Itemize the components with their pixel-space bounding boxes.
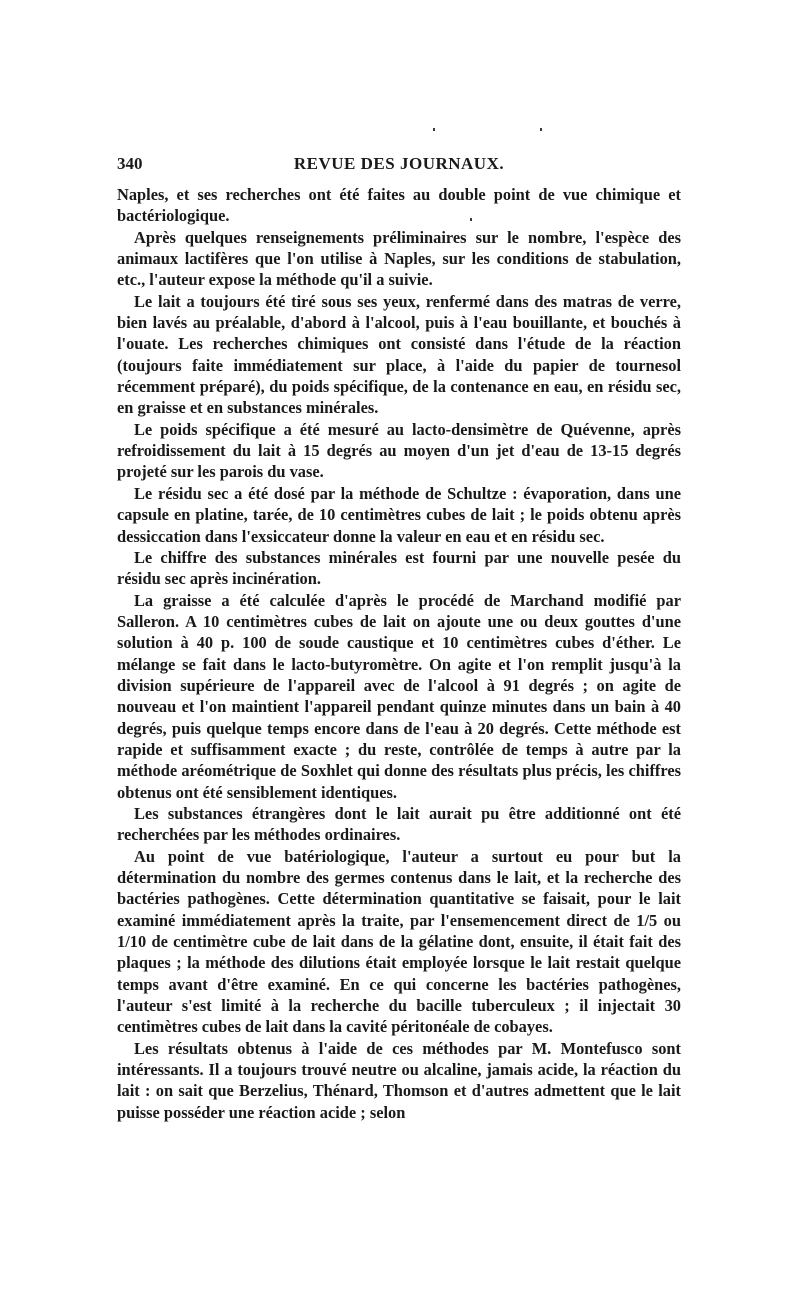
article-body: [117, 184, 681, 1123]
paragraph: Les résultats obtenus à l'aide de ces méthodes par M. Montefusco sont intéressants. Il a toujours trouvé neutre ou alcaline, jamais acide, la réaction du lait : on sait que Berzelius, Thénard, Thomson et d'autres admettent que le lait puisse posséder une réaction acide ; selon: [117, 1038, 681, 1122]
running-title: REVUE DES JOURNAUX.: [293, 154, 505, 173]
paragraph: Le résidu sec a été dosé par la méthode de Schultze : évaporation, dans une capsule en platine, tarée, de 10 centimètres cubes de lait ; le poids obtenu après dessiccation dans l'exsiccateur donne la valeur en eau et en résidu sec.: [117, 483, 681, 546]
paragraph: Le lait a toujours été tiré sous ses yeux, renfermé dans des matras de verre, bien lavés au préalable, d'abord à l'alcool, puis à l'eau bouillante, et bouchés à l'ouate. Les recherches chimiques ont consisté dans l'étude de la réaction (toujours faite immédiatement sur place, à l'aide du papier de tournesol récemment préparé), du poids spécifique, de la contenance en eau, en résidu sec, en graisse et en substances minérales.: [117, 291, 681, 418]
page-header: [117, 154, 681, 178]
page-number: 340: [117, 154, 143, 173]
paragraph: Naples, et ses recherches ont été faites au double point de vue chimique et bactériologique.: [117, 185, 681, 226]
scan-speck: [433, 128, 435, 131]
scan-speck: [540, 128, 542, 131]
paragraph: Les substances étrangères dont le lait aurait pu être additionné ont été recherchées par les méthodes ordinaires.: [117, 803, 681, 845]
paragraph: Le poids spécifique a été mesuré au lacto-densimètre de Quévenne, après refroidissement du lait à 15 degrés au moyen d'un jet d'eau de 13-15 degrés projeté sur les parois du vase.: [117, 419, 681, 482]
paragraph: Au point de vue batériologique, l'auteur a surtout eu pour but la détermination du nombre des germes contenus dans le lait, et la recherche des bactéries pathogènes. Cette détermination quantitative se faisait, pour le lait examiné immédiatement après la traite, par l'ensemencement direct de 1/5 ou 1/10 de centimètre cube de lait dans de la gélatine dont, ensuite, il était fait des plaques ; la méthode des dilutions était employée lorsque le lait restait quelque temps avant d'être examiné. En ce qui concerne les bactéries pathogènes, l'auteur s'est limité à la recherche du bacille tuberculeux ; il injectait 30 centimètres cubes de lait dans la cavité péritonéale de cobayes.: [117, 846, 681, 1037]
scan-speck: [470, 218, 472, 221]
paragraph: Le chiffre des substances minérales est fourni par une nouvelle pesée du résidu sec après incinération.: [117, 547, 681, 589]
paragraph: La graisse a été calculée d'après le procédé de Marchand modifié par Salleron. A 10 centimètres cubes de lait on ajoute une ou deux gouttes d'une solution à 40 p. 100 de soude caustique et 10 centimètres cubes d'éther. Le mélange se fait dans le lacto-butyromètre. On agite et l'on remplit jusqu'à la division supérieure de l'appareil avec de l'alcool à 91 degrés ; on agite de nouveau et l'on maintient l'appareil pendant quinze minutes dans un bain à 40 degrés, puis quelque temps encore dans de l'eau à 20 degrés. Cette méthode est rapide et suffisamment exacte ; du reste, contrôlée de temps à autre par la méthode aréométrique de Soxhlet qui donne des résultats plus précis, les chiffres obtenus ont été sensiblement identiques.: [117, 590, 681, 802]
paragraph: Après quelques renseignements préliminaires sur le nombre, l'espèce des animaux lactifères que l'on utilise à Naples, sur les conditions de stabulation, etc., l'auteur expose la méthode qu'il a suivie.: [117, 227, 681, 290]
